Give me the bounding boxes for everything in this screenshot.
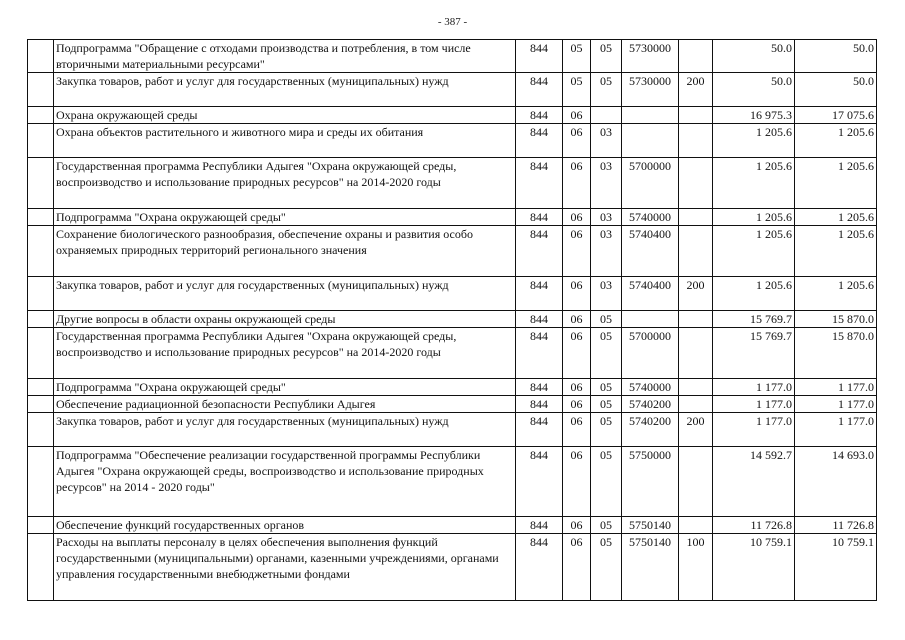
subsection-code: 05 bbox=[591, 517, 622, 534]
table-row bbox=[28, 277, 877, 311]
table-row bbox=[28, 158, 877, 209]
target-article-code: 5750140 bbox=[622, 534, 679, 601]
amount-year-2: 50.0 bbox=[795, 73, 877, 107]
section-code: 06 bbox=[563, 158, 591, 209]
amount-year-1: 1 177.0 bbox=[713, 413, 795, 447]
budget-table bbox=[27, 39, 877, 601]
table-row bbox=[28, 226, 877, 277]
blank-cell bbox=[28, 209, 54, 226]
section-code: 06 bbox=[563, 379, 591, 396]
table-row bbox=[28, 447, 877, 517]
table-row bbox=[28, 311, 877, 328]
amount-year-2: 17 075.6 bbox=[795, 107, 877, 124]
section-code: 05 bbox=[563, 40, 591, 73]
amount-year-1: 1 205.6 bbox=[713, 158, 795, 209]
ministry-code: 844 bbox=[516, 158, 563, 209]
expense-type-code: 100 bbox=[679, 534, 713, 601]
subsection-code: 05 bbox=[591, 396, 622, 413]
amount-year-2: 50.0 bbox=[795, 40, 877, 73]
blank-cell bbox=[28, 517, 54, 534]
section-code: 06 bbox=[563, 517, 591, 534]
target-article-code: 5740400 bbox=[622, 226, 679, 277]
ministry-code: 844 bbox=[516, 534, 563, 601]
item-name: Расходы на выплаты персоналу в целях обеспечения выполнения функций государственными (муниципальными) органами, казенными учреждениями, органами управления государственными внебюджетными фондами bbox=[54, 534, 516, 601]
amount-year-1: 14 592.7 bbox=[713, 447, 795, 517]
table-row bbox=[28, 379, 877, 396]
section-code: 06 bbox=[563, 413, 591, 447]
ministry-code: 844 bbox=[516, 226, 563, 277]
item-name: Государственная программа Республики Адыгея "Охрана окружающей среды, воспроизводство и использование природных ресурсов" на 2014-2020 годы bbox=[54, 158, 516, 209]
table-row bbox=[28, 40, 877, 73]
amount-year-1: 15 769.7 bbox=[713, 328, 795, 379]
table-row bbox=[28, 413, 877, 447]
amount-year-1: 1 177.0 bbox=[713, 396, 795, 413]
amount-year-1: 16 975.3 bbox=[713, 107, 795, 124]
item-name: Охрана объектов растительного и животного мира и среды их обитания bbox=[54, 124, 516, 158]
target-article-code: 5730000 bbox=[622, 73, 679, 107]
item-name: Закупка товаров, работ и услуг для государственных (муниципальных) нужд bbox=[54, 73, 516, 107]
blank-cell bbox=[28, 379, 54, 396]
expense-type-code bbox=[679, 124, 713, 158]
section-code: 05 bbox=[563, 73, 591, 107]
target-article-code: 5750140 bbox=[622, 517, 679, 534]
blank-cell bbox=[28, 311, 54, 328]
table-row bbox=[28, 124, 877, 158]
amount-year-2: 1 205.6 bbox=[795, 158, 877, 209]
expense-type-code bbox=[679, 107, 713, 124]
amount-year-1: 50.0 bbox=[713, 73, 795, 107]
section-code: 06 bbox=[563, 447, 591, 517]
section-code: 06 bbox=[563, 226, 591, 277]
subsection-code: 05 bbox=[591, 40, 622, 73]
amount-year-2: 1 205.6 bbox=[795, 124, 877, 158]
expense-type-code bbox=[679, 158, 713, 209]
target-article-code: 5750000 bbox=[622, 447, 679, 517]
ministry-code: 844 bbox=[516, 379, 563, 396]
ministry-code: 844 bbox=[516, 328, 563, 379]
blank-cell bbox=[28, 40, 54, 73]
subsection-code: 05 bbox=[591, 379, 622, 396]
subsection-code: 05 bbox=[591, 311, 622, 328]
blank-cell bbox=[28, 447, 54, 517]
subsection-code: 03 bbox=[591, 277, 622, 311]
amount-year-1: 15 769.7 bbox=[713, 311, 795, 328]
target-article-code bbox=[622, 124, 679, 158]
blank-cell bbox=[28, 124, 54, 158]
section-code: 06 bbox=[563, 277, 591, 311]
amount-year-2: 1 177.0 bbox=[795, 379, 877, 396]
amount-year-2: 1 205.6 bbox=[795, 226, 877, 277]
ministry-code: 844 bbox=[516, 73, 563, 107]
expense-type-code bbox=[679, 447, 713, 517]
budget-table-body bbox=[28, 40, 877, 601]
table-row bbox=[28, 209, 877, 226]
target-article-code bbox=[622, 107, 679, 124]
ministry-code: 844 bbox=[516, 447, 563, 517]
amount-year-1: 1 205.6 bbox=[713, 277, 795, 311]
amount-year-1: 1 205.6 bbox=[713, 226, 795, 277]
section-code: 06 bbox=[563, 311, 591, 328]
amount-year-2: 1 177.0 bbox=[795, 396, 877, 413]
target-article-code: 5700000 bbox=[622, 328, 679, 379]
target-article-code bbox=[622, 311, 679, 328]
ministry-code: 844 bbox=[516, 124, 563, 158]
blank-cell bbox=[28, 226, 54, 277]
table-row bbox=[28, 107, 877, 124]
item-name: Другие вопросы в области охраны окружающей среды bbox=[54, 311, 516, 328]
expense-type-code bbox=[679, 379, 713, 396]
subsection-code: 05 bbox=[591, 447, 622, 517]
expense-type-code: 200 bbox=[679, 73, 713, 107]
expense-type-code bbox=[679, 40, 713, 73]
subsection-code: 05 bbox=[591, 73, 622, 107]
item-name: Обеспечение радиационной безопасности Республики Адыгея bbox=[54, 396, 516, 413]
subsection-code: 03 bbox=[591, 158, 622, 209]
blank-cell bbox=[28, 277, 54, 311]
subsection-code bbox=[591, 107, 622, 124]
expense-type-code: 200 bbox=[679, 413, 713, 447]
subsection-code: 03 bbox=[591, 226, 622, 277]
amount-year-2: 1 205.6 bbox=[795, 277, 877, 311]
table-row bbox=[28, 396, 877, 413]
blank-cell bbox=[28, 73, 54, 107]
target-article-code: 5740200 bbox=[622, 413, 679, 447]
ministry-code: 844 bbox=[516, 517, 563, 534]
ministry-code: 844 bbox=[516, 277, 563, 311]
item-name: Государственная программа Республики Адыгея "Охрана окружающей среды, воспроизводство и использование природных ресурсов" на 2014-2020 годы bbox=[54, 328, 516, 379]
expense-type-code bbox=[679, 517, 713, 534]
subsection-code: 05 bbox=[591, 328, 622, 379]
ministry-code: 844 bbox=[516, 107, 563, 124]
blank-cell bbox=[28, 158, 54, 209]
section-code: 06 bbox=[563, 107, 591, 124]
subsection-code: 03 bbox=[591, 124, 622, 158]
item-name: Охрана окружающей среды bbox=[54, 107, 516, 124]
blank-cell bbox=[28, 534, 54, 601]
ministry-code: 844 bbox=[516, 40, 563, 73]
item-name: Обеспечение функций государственных органов bbox=[54, 517, 516, 534]
amount-year-1: 11 726.8 bbox=[713, 517, 795, 534]
subsection-code: 05 bbox=[591, 413, 622, 447]
ministry-code: 844 bbox=[516, 311, 563, 328]
expense-type-code: 200 bbox=[679, 277, 713, 311]
target-article-code: 5700000 bbox=[622, 158, 679, 209]
blank-cell bbox=[28, 328, 54, 379]
amount-year-2: 10 759.1 bbox=[795, 534, 877, 601]
amount-year-1: 1 205.6 bbox=[713, 209, 795, 226]
amount-year-2: 1 205.6 bbox=[795, 209, 877, 226]
item-name: Закупка товаров, работ и услуг для государственных (муниципальных) нужд bbox=[54, 413, 516, 447]
expense-type-code bbox=[679, 396, 713, 413]
page-number: - 387 - bbox=[437, 16, 468, 28]
target-article-code: 5730000 bbox=[622, 40, 679, 73]
amount-year-2: 15 870.0 bbox=[795, 328, 877, 379]
subsection-code: 03 bbox=[591, 209, 622, 226]
expense-type-code bbox=[679, 209, 713, 226]
amount-year-1: 1 205.6 bbox=[713, 124, 795, 158]
amount-year-2: 1 177.0 bbox=[795, 413, 877, 447]
item-name: Подпрограмма "Охрана окружающей среды" bbox=[54, 209, 516, 226]
expense-type-code bbox=[679, 311, 713, 328]
amount-year-2: 11 726.8 bbox=[795, 517, 877, 534]
item-name: Подпрограмма "Обеспечение реализации государственной программы Республики Адыгея "Охрана окружающей среды, воспроизводство и использование природных ресурсов" на 2014 - 2020 годы" bbox=[54, 447, 516, 517]
table-row bbox=[28, 517, 877, 534]
item-name: Подпрограмма "Обращение с отходами производства и потребления, в том числе вторичными материальными ресурсами" bbox=[54, 40, 516, 73]
target-article-code: 5740200 bbox=[622, 396, 679, 413]
item-name: Подпрограмма "Охрана окружающей среды" bbox=[54, 379, 516, 396]
section-code: 06 bbox=[563, 124, 591, 158]
section-code: 06 bbox=[563, 328, 591, 379]
item-name: Сохранение биологического разнообразия, обеспечение охраны и развития особо охраняемых природных территорий регионального значения bbox=[54, 226, 516, 277]
target-article-code: 5740000 bbox=[622, 209, 679, 226]
ministry-code: 844 bbox=[516, 413, 563, 447]
amount-year-1: 1 177.0 bbox=[713, 379, 795, 396]
ministry-code: 844 bbox=[516, 396, 563, 413]
ministry-code: 844 bbox=[516, 209, 563, 226]
target-article-code: 5740000 bbox=[622, 379, 679, 396]
amount-year-2: 15 870.0 bbox=[795, 311, 877, 328]
section-code: 06 bbox=[563, 209, 591, 226]
blank-cell bbox=[28, 107, 54, 124]
amount-year-1: 10 759.1 bbox=[713, 534, 795, 601]
amount-year-2: 14 693.0 bbox=[795, 447, 877, 517]
expense-type-code bbox=[679, 328, 713, 379]
expense-type-code bbox=[679, 226, 713, 277]
table-row bbox=[28, 73, 877, 107]
table-row bbox=[28, 534, 877, 601]
blank-cell bbox=[28, 396, 54, 413]
item-name: Закупка товаров, работ и услуг для государственных (муниципальных) нужд bbox=[54, 277, 516, 311]
section-code: 06 bbox=[563, 396, 591, 413]
blank-cell bbox=[28, 413, 54, 447]
section-code: 06 bbox=[563, 534, 591, 601]
table-row bbox=[28, 328, 877, 379]
amount-year-1: 50.0 bbox=[713, 40, 795, 73]
subsection-code: 05 bbox=[591, 534, 622, 601]
target-article-code: 5740400 bbox=[622, 277, 679, 311]
